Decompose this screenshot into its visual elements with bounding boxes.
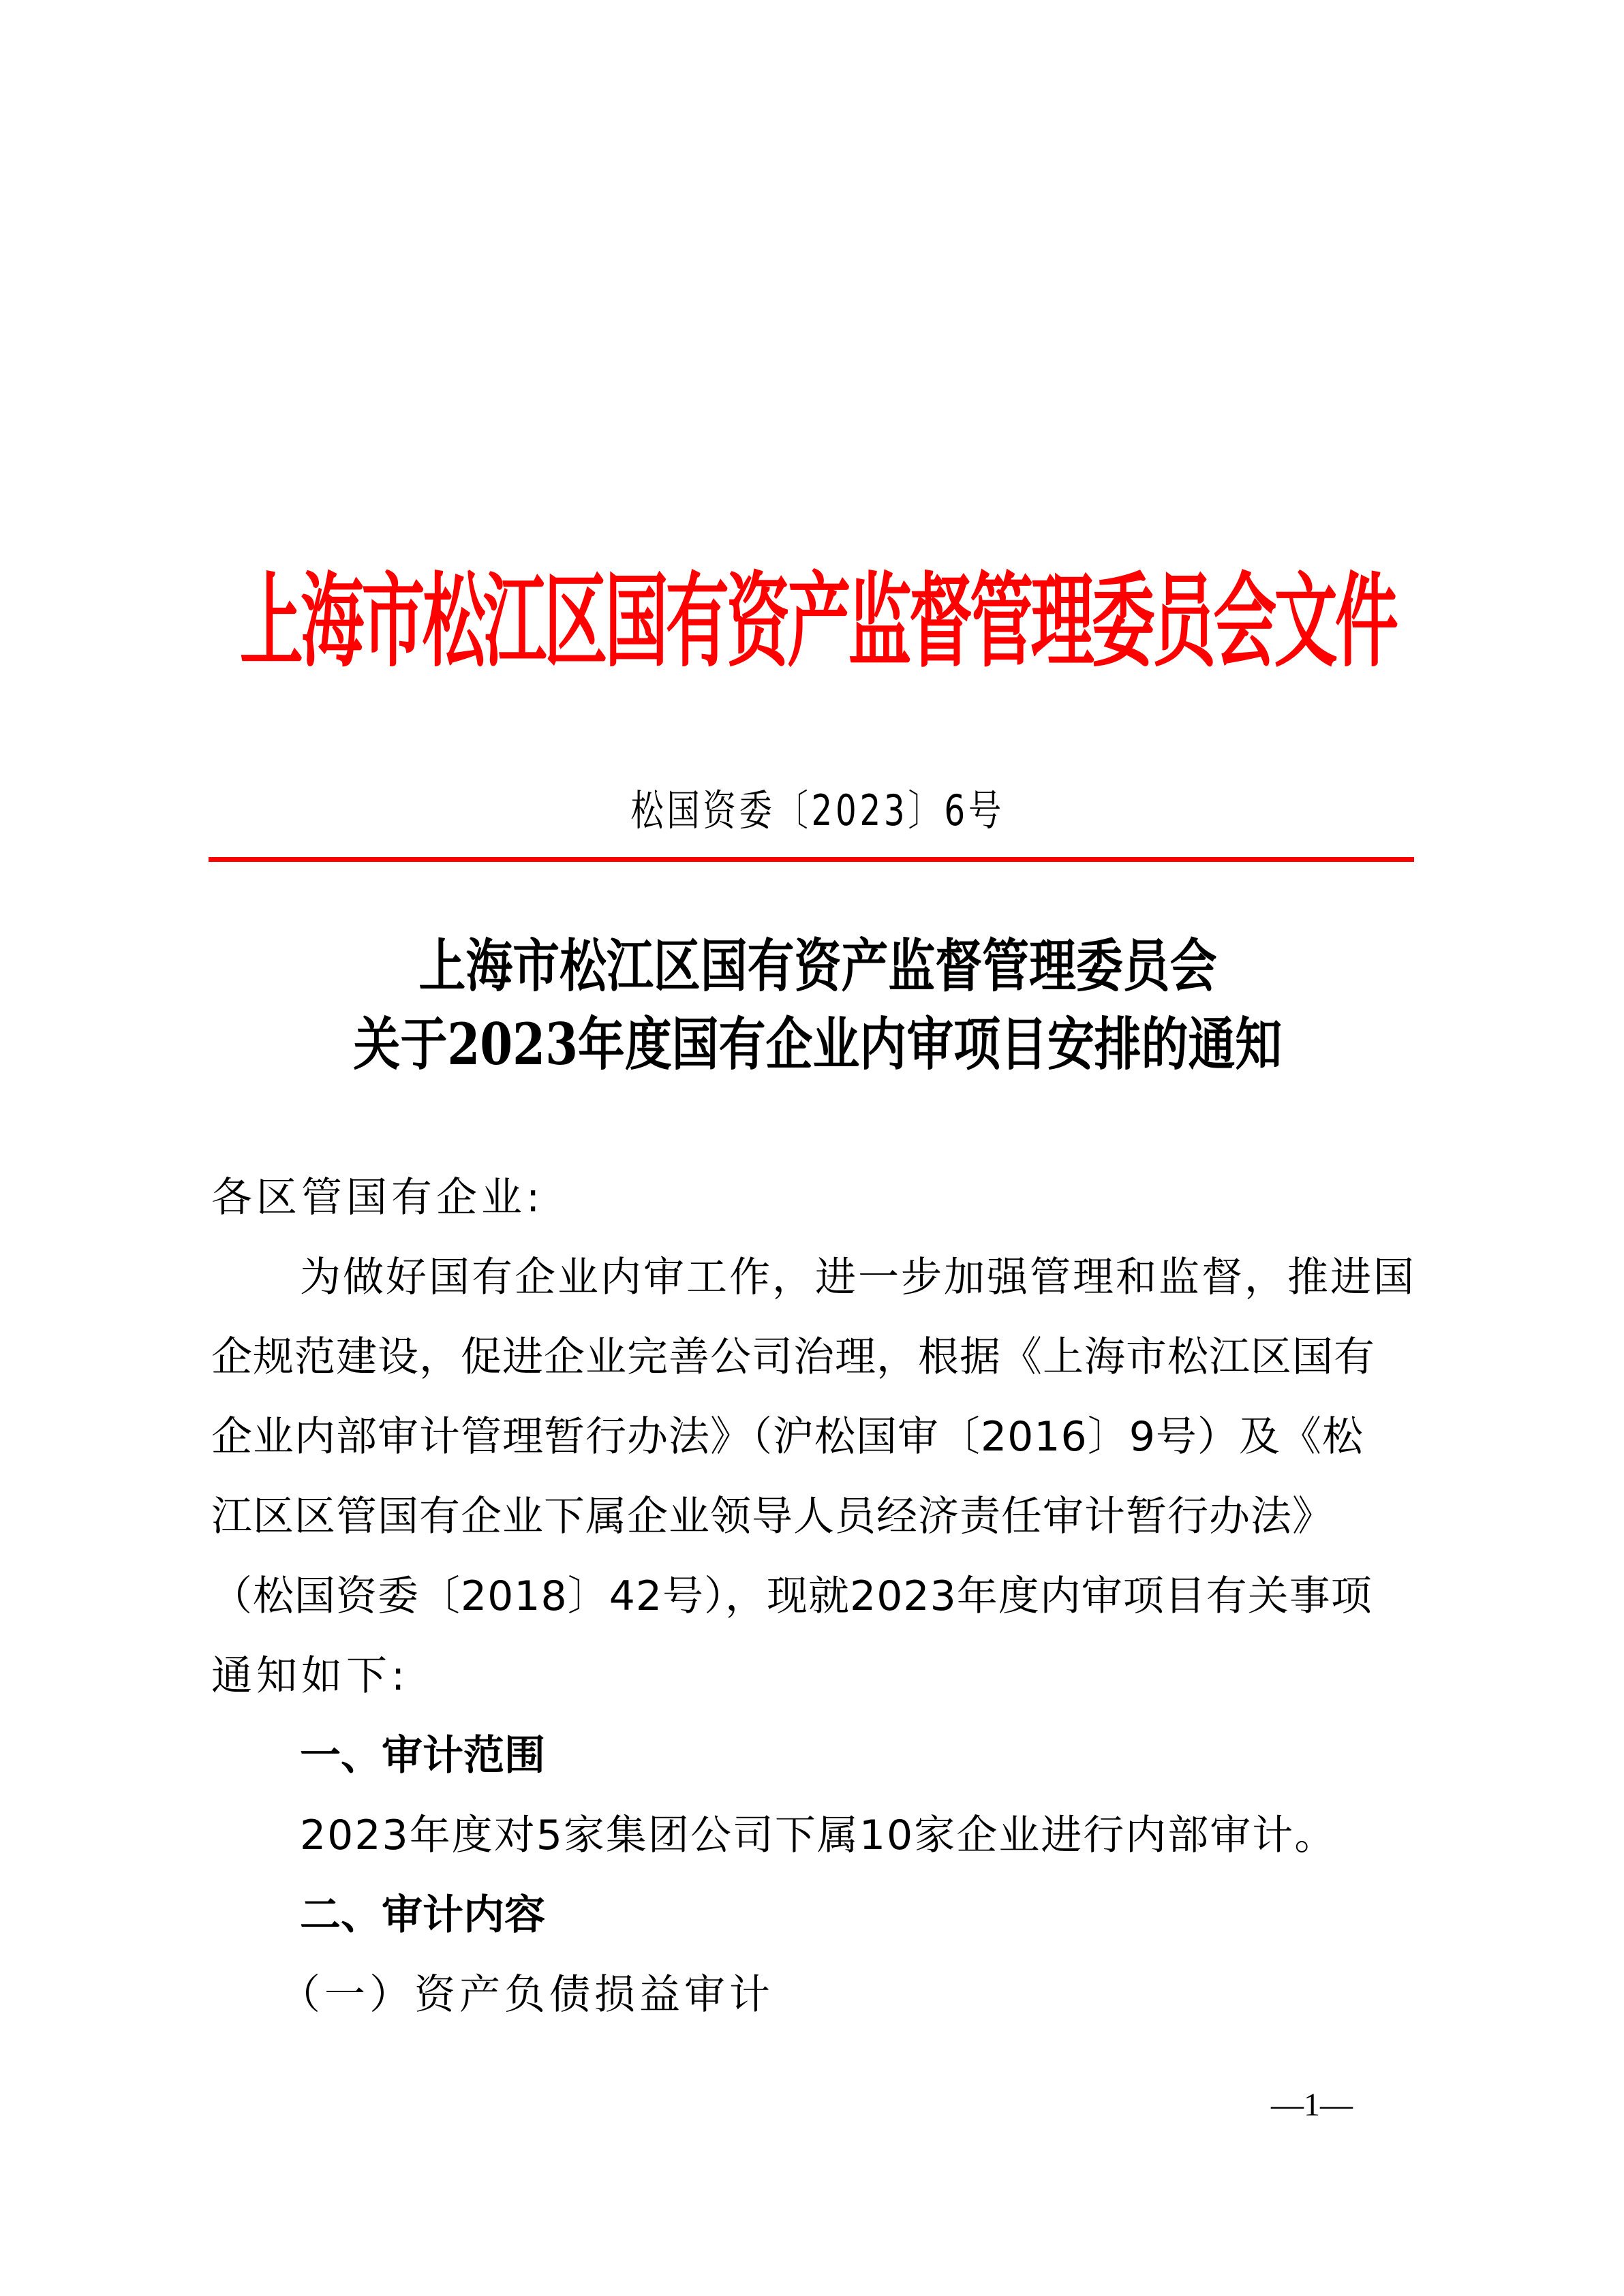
section-heading-scope-text: 一、审计范围	[300, 1732, 545, 1780]
document-number-text: 松国资委〔2023〕6号	[630, 786, 1005, 835]
paragraph-line-text: 为做好国有企业内审工作，进一步加强管理和监督，推进国	[300, 1254, 1416, 1301]
red-divider-rule	[209, 857, 1414, 862]
paragraph-line	[211, 1557, 1424, 1636]
section-scope-text-content: 2023年度对5家集团公司下属10家企业进行内部审计。	[300, 1812, 1337, 1859]
section-heading-content-text: 二、审计内容	[300, 1891, 545, 1939]
paragraph-line-text: 江区区管国有企业下属企业领导人员经济责任审计暂行办法》	[211, 1493, 1334, 1540]
notice-title-line-1	[204, 927, 1431, 1005]
section-heading-scope	[211, 1716, 1424, 1796]
paragraph-line	[211, 1477, 1424, 1557]
paragraph-line	[211, 1636, 1424, 1716]
document-number	[204, 777, 1431, 845]
paragraph-line-text: （松国资委〔2018〕42号），现就2023年度内审项目有关事项	[211, 1572, 1373, 1620]
paragraph-line-text: 企业内部审计管理暂行办法》（沪松国审〔2016〕9号）及《松	[211, 1413, 1364, 1461]
notice-body	[211, 1158, 1424, 2035]
notice-title	[204, 927, 1431, 1083]
salutation	[211, 1158, 1424, 1238]
subsection-heading-assets-text: （一）资产负债损益审计	[279, 1971, 774, 2019]
paragraph-line	[211, 1238, 1424, 1318]
page-number: —1—	[1271, 2087, 1353, 2123]
masthead	[204, 553, 1431, 689]
section-scope-text	[211, 1796, 1424, 1876]
section-heading-content	[211, 1876, 1424, 1955]
paragraph-line-text: 通知如下:	[211, 1652, 410, 1700]
notice-title-line-2	[204, 1005, 1431, 1083]
paragraph-line	[211, 1397, 1424, 1477]
notice-title-line-1-text: 上海市松江区国有资产监督管理委员会	[418, 932, 1217, 999]
masthead-title: 上海市松江区国有资产监督管理委员会文件	[239, 561, 1396, 681]
notice-title-line-2-text: 关于2023年度国有企业内审项目安排的通知	[353, 1010, 1283, 1078]
subsection-heading-assets	[211, 1955, 1424, 2035]
paragraph-line	[211, 1318, 1424, 1397]
paragraph-line-text: 企规范建设，促进企业完善公司治理，根据《上海市松江区国有	[211, 1333, 1375, 1381]
salutation-text: 各区管国有企业:	[211, 1174, 545, 1222]
